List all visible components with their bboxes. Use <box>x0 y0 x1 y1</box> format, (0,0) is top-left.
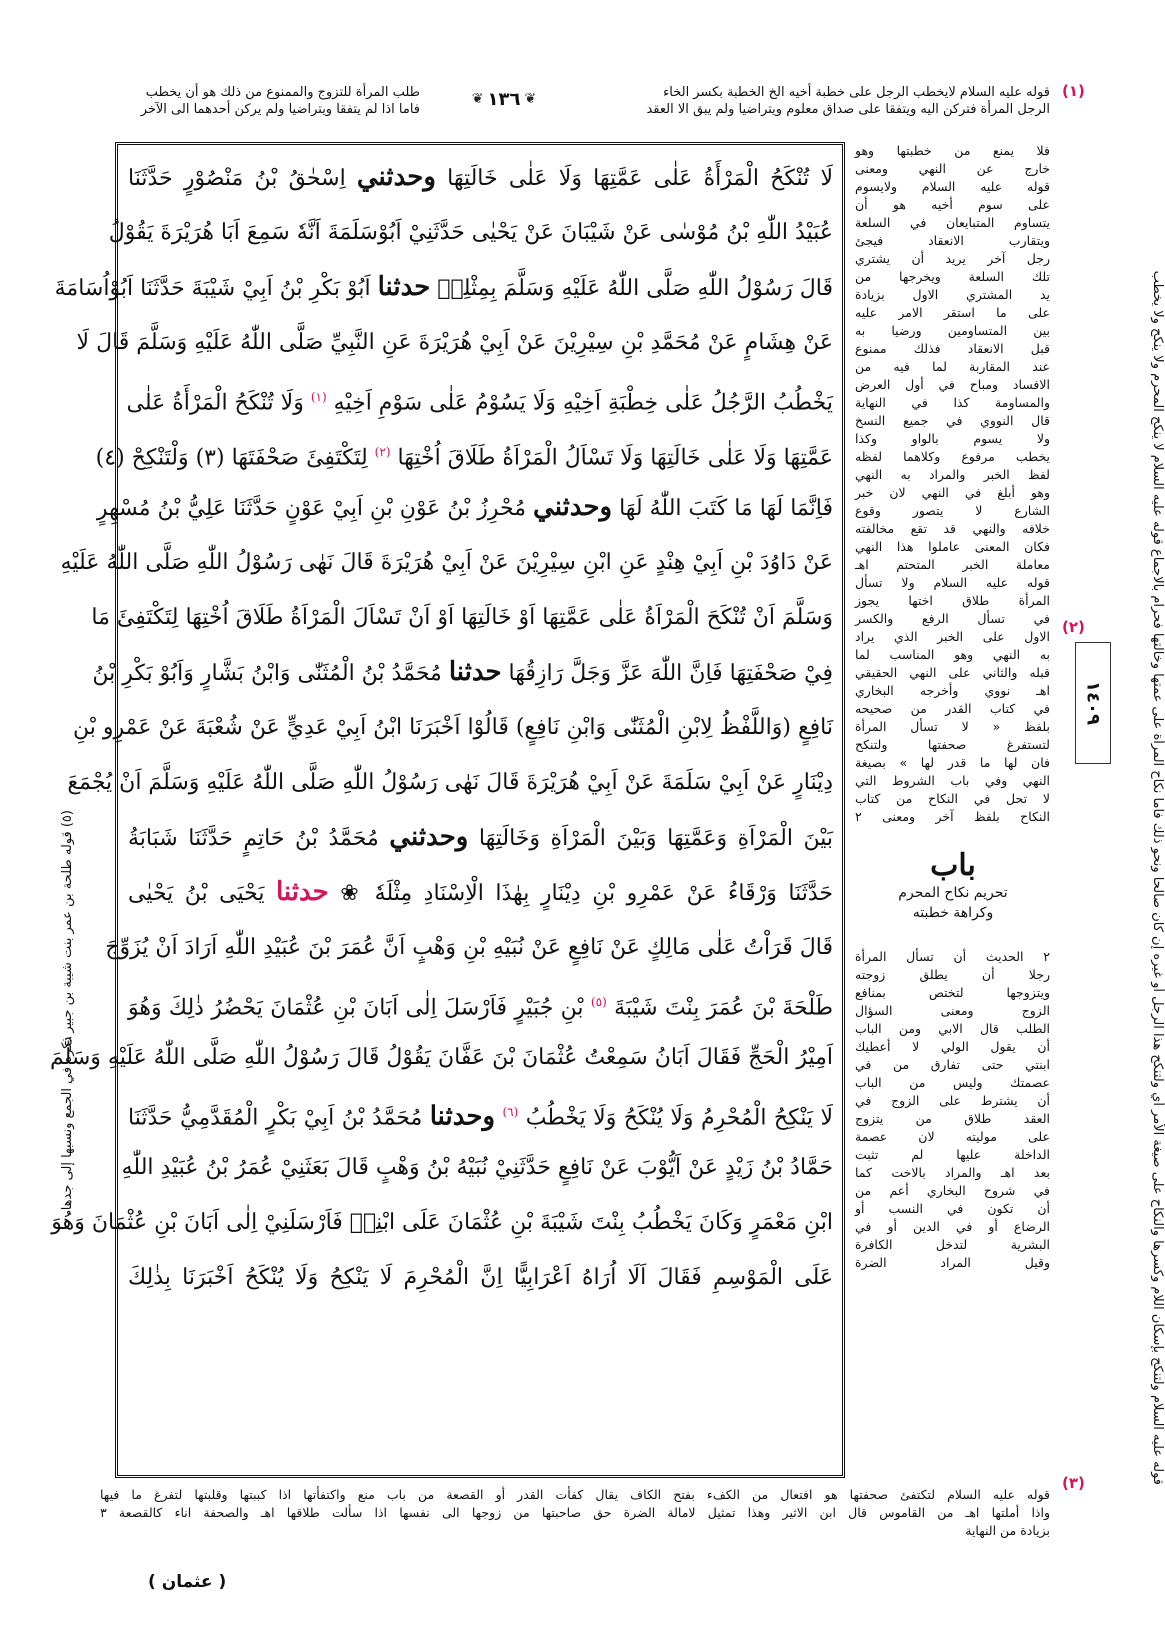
text-segment: لِتَكْتَفِئَ صَحْفَتَهَا (٣) وَلْتَنْكِحْ (٤) <box>95 445 368 471</box>
margin-line: قال النووي في جميع النسخ <box>855 413 1050 428</box>
margin-line: في شروح البخاري أعم من <box>855 1183 1050 1198</box>
margin-line: بين المتساومين ورضيا به <box>855 323 1050 338</box>
text-segment: بَيْنَ الْمَرْاَةِ وَعَمَّتِهَا وَبَيْنَ الْمَرْاَةِ وَخَالَتِهَا <box>478 826 834 851</box>
text-line <box>121 1140 833 1195</box>
margin-line: العقد طلاق من يتزوج <box>855 1111 1050 1126</box>
margin-line: الاول على الخبر الذي يراد <box>855 629 1050 644</box>
text-line <box>49 1030 833 1085</box>
text-segment: اِسْحٰقُ بْنُ مَنْصُوْرٍ حَدَّثَنَا <box>128 166 346 191</box>
footnote-ref: (٥) <box>590 995 607 1009</box>
text-segment: مُحَمَّدُ بْنُ الْمُثَنّٰى وَابْنُ بَشَّارٍ وَاَبُوْ بَكْرِ بْنُ <box>92 661 442 686</box>
footnote-ref: (٦) <box>502 1105 519 1119</box>
margin-line: رجلا أن يطلق زوجته <box>855 967 1050 982</box>
bab-word: باب <box>930 848 976 883</box>
hadith-opener: حدثنا <box>377 272 431 302</box>
text-segment: مُحَمَّدُ بْنُ حَاتِمٍ حَدَّثَنَا شَبَابَةُ <box>128 826 379 851</box>
text-segment: يَخْطُبُ الرَّجُلُ عَلٰى خِطْبَةِ اَخِيْهِ وَلَا يَسُوْمُ عَلٰى سَوْمِ اَخِيْهِ <box>333 390 833 416</box>
text-segment: حَدَّثَنَا وَرْقَاءُ عَنْ عَمْرِو بْنِ دِيْنَارٍ بِهٰذَا الْاِسْنَادِ مِثْلَهٗ ❀ <box>340 881 833 906</box>
text-segment: عَنْ دَاوُدَ بْنِ اَبِيْ هِنْدٍ عَنِ ابْنِ سِيْرِيْنَ عَنْ اَبِيْ هُرَيْرَةَ قَالَ نَهٰى رَسُوْلُ اللّٰهِ صَلَّى اللّٰهُ عَلَيْهِ <box>60 550 833 575</box>
footnote-marker-3: (٣) <box>1062 1474 1085 1492</box>
margin-line: ويتزوجها لتختص بمنافع <box>855 985 1050 1000</box>
margin-line: النهي وفي باب الشروط التي <box>855 773 1050 788</box>
margin-line: فلا يمنع من خطبتها وهو <box>855 143 1050 158</box>
text-segment: وَسَلَّمَ اَنْ تُنْكَحَ الْمَرْاَةُ عَلٰى عَمَّتِهَا اَوْ خَالَتِهَا اَوْ اَنْ تَسْاَلَ الْمَرْاَةُ طَلَاقَ اُخْتِهَا لِتَكْتَفِئَ مَا <box>91 605 833 630</box>
footer-line-1: قوله عليه السلام لتكتفئ صحفتها هو افتعال من الكفء بفتح الكاف يقال كفأت القدر أو القصعة من باب منع واكتفأتها اذا كببتها وقلبتها لتفرغ ما فيها <box>100 1487 1050 1502</box>
margin-line: وهو أبلغ في النهي لان خبر <box>855 485 1050 500</box>
text-segment: يَحْيَى بْنُ يَحْيٰى <box>128 881 265 906</box>
margin-line: فان لها ما قدر لها » بصيغة <box>855 755 1050 770</box>
header-left-line2: فاما اذا لم يتفقا ويتراضيا ولم يركن أحدهما الى الآخر <box>140 102 420 117</box>
margin-line: النكاح بلفظ آخر ومعنى ٢ <box>855 809 1050 824</box>
text-line <box>96 480 833 535</box>
bab-heading <box>858 848 1048 923</box>
margin-line: فكان المعنى عاملوا هذا النهي <box>855 539 1050 554</box>
margin-line: لا تحل في النكاح من كتاب <box>855 791 1050 806</box>
text-line <box>128 975 833 1030</box>
text-line <box>128 810 833 865</box>
text-segment: فَاِنَّمَا لَهَا مَا كَتَبَ اللّٰهُ لَهَا <box>619 496 833 521</box>
margin-line: قبل الانعقاد فذلك ممنوع <box>855 341 1050 356</box>
margin-line: يد المشتري الاول بزيادة <box>855 287 1050 302</box>
margin-line: أن تكون في النسب أو <box>855 1201 1050 1216</box>
margin-line: قوله عليه السلام ولا تسأل <box>855 575 1050 590</box>
margin-line: بعد اهـ والمراد بالاخت كما <box>855 1165 1050 1180</box>
margin-line: على موليته لان عصمة <box>855 1129 1050 1144</box>
text-line <box>128 865 833 920</box>
text-segment: لَا يَنْكِحُ الْمُحْرِمُ وَلَا يُنْكَحُ وَلَا يَخْطُبُ <box>525 1105 834 1131</box>
hadith-opener: حدثنا <box>275 877 329 907</box>
margin-line: في تسأل الرفع والكسر <box>855 611 1050 626</box>
header-right-note <box>575 84 1050 118</box>
margin-line: تلك السلعة ويخرجها من <box>855 269 1050 284</box>
footer-notes <box>100 1486 1050 1540</box>
bab-title-line1: تحريم نكاح المحرم <box>898 885 1008 901</box>
text-segment: عَلَى الْمَوْسِمِ فَقَالَ اَلَا اُرَاهُ اَعْرَابِيًّا اِنَّ الْمُحْرِمَ لَا يَنْكِحُ وَلَا يُنْكَحُ اَخْبَرَنَا بِذٰلِكَ <box>128 1265 833 1290</box>
text-line <box>128 370 833 425</box>
text-line <box>67 755 833 810</box>
footer-line-2: واذا أملتها اهـ من القاموس قال ابن الاثير وهذا تمثيل لامالة الضرة حق صاحبتها من زوجها الى نفسها اذا سألت طلاقها اهـ والصحفة اناء كالقصعة ٣ <box>100 1505 1050 1520</box>
margin-line: البشرية لتدخل الكافرة <box>855 1237 1050 1252</box>
text-segment: وَلَا تُنْكَحُ الْمَرْأَةُ عَلٰى <box>126 390 304 416</box>
text-segment: قَالَ رَسُوْلُ اللّٰهِ صَلَّى اللّٰهُ عَلَيْهِ وَسَلَّمَ بِمِثْلِهٖ <box>437 276 833 301</box>
margin-line: الطلب قال الابي ومن الباب <box>855 1021 1050 1036</box>
text-line <box>128 1250 833 1305</box>
text-line <box>128 150 833 205</box>
text-segment: اَمِيْرُ الْحَجِّ فَقَالَ اَبَانُ سَمِعْتُ عُثْمَانَ بْنَ عَفَّانَ يَقُوْلُ قَالَ رَسُوْلُ اللّٰهِ صَلَّى اللّٰهُ عَلَيْهِ وَسَلَّمَ <box>49 1045 833 1070</box>
margin-line: ولا يسوم بالواو وكذا <box>855 431 1050 446</box>
text-segment: حَمَّادُ بْنُ زَيْدٍ عَنْ اَيُّوْبَ عَنْ نَافِعٍ حَدَّثَنِيْ نُبَيْهُ بْنُ وَهْبٍ قَالَ بَعَثَنِيْ عُمَرُ بْنُ عُبَيْدِ اللّٰهِ <box>121 1155 833 1180</box>
hadith-opener: وحدثني <box>533 492 613 522</box>
text-line <box>108 205 833 260</box>
ornament-icon: ❦ <box>471 91 484 107</box>
hadith-opener: وحدثنا <box>429 1101 496 1132</box>
margin-line: ويتقارب الانعقاد فيجئ <box>855 233 1050 248</box>
margin-line: خلافه والنهي قد تقع مخالفته <box>855 521 1050 536</box>
catchword: ( عثمان ) <box>148 1572 227 1592</box>
margin-line: معاملة الخبر المتحتم اهـ <box>855 557 1050 572</box>
margin-line: قوله عليه السلام ولايسوم <box>855 179 1050 194</box>
text-segment: عَنْ هِشَامٍ عَنْ مُحَمَّدِ بْنِ سِيْرِيْنَ عَنْ اَبِيْ هُرَيْرَةَ عَنِ النَّبِيِّ صَلَّى اللّٰهُ عَلَيْهِ وَسَلَّمَ قَالَ لَا <box>76 330 833 355</box>
footnote-marker-1: (١) <box>1062 82 1085 100</box>
margin-line: يخطب مرفوع وكلاهما لفظه <box>855 449 1050 464</box>
margin-line: عند المقاربة لما فيه من <box>855 359 1050 374</box>
margin-line: ٢ الحديث أن تسأل المرأة <box>855 949 1050 964</box>
text-line <box>128 1085 833 1140</box>
ornament-icon: ❦ <box>524 91 537 107</box>
margin-line: أن يقول الولي لا أعطيك <box>855 1039 1050 1054</box>
footnote-ref: (٢) <box>374 445 391 459</box>
header-right-line2: الرجل المرأة فتركن اليه ويتفقا على صداق معلوم ويتراضيا ولم يبق الا العقد <box>646 102 1050 117</box>
margin-line: المرأة طلاق اختها يجوز <box>855 593 1050 608</box>
text-segment: دِيْنَارٍ عَنْ اَبِيْ سَلَمَةَ عَنْ اَبِيْ هُرَيْرَةَ قَالَ نَهٰى رَسُوْلُ اللّٰهِ صَلَّى اللّٰهُ عَلَيْهِ وَسَلَّمَ اَنْ يُجْمَعَ <box>67 770 833 795</box>
text-segment: لَا تُنْكَحُ الْمَرْأَةُ عَلٰى عَمَّتِهَا وَلَا عَلٰى خَالَتِهَا <box>447 166 833 191</box>
margin-line: الداخلة عليها لم تثبت <box>855 1147 1050 1162</box>
margin-line: في كتاب القدر من صحيحه <box>855 701 1050 716</box>
header-right-line1: قوله عليه السلام لايخطب الرجل على خطبة أخيه الخ الخطبة بكسر الخاء <box>663 85 1050 100</box>
margin-line: لتستفرغ صحفتها ولتنكح <box>855 737 1050 752</box>
footnote-ref: (١) <box>310 390 327 404</box>
margin-line: الشارع لا يتصور وقوع <box>855 503 1050 518</box>
header-left-note <box>110 84 420 118</box>
hadith-opener: وحدثني <box>356 162 436 192</box>
text-line <box>92 645 833 700</box>
margin-line: بلفظ « لا تسأل المرأة <box>855 719 1050 734</box>
margin-line: الافساد ومباح في أول العرض <box>855 377 1050 392</box>
text-line <box>105 920 833 975</box>
text-line <box>60 535 833 590</box>
bab-title-line2: وكراهة خطبته <box>912 905 994 921</box>
margin-line: والمساومة كذا في النهاية <box>855 395 1050 410</box>
side-hadith-number: ١٤٠٩ <box>1075 642 1111 764</box>
rotated-right-note: قوله عليه السلام ولتنكح بإسكان اللام وكسرها والنكاح على صيغة الأمر أي ولتنكح هذا الرجل أو غيره إن كان صالحا ونحو ذلك فأما نكاح المرأة على عمتها وخالتها فحرام بالاجماع قوله عليه السلام لا ينكح المحرم ولا ينكح ولا يخطب <box>1150 270 1165 1485</box>
margin-line: الزوج ومعنى السؤال <box>855 1003 1050 1018</box>
footer-line-3: بزيادة من النهاية <box>965 1523 1050 1538</box>
text-segment: قَالَ قَرَاْتُ عَلٰى مَالِكٍ عَنْ نَافِعٍ عَنْ نُبَيْهِ بْنِ وَهْبٍ اَنَّ عُمَرَ بْنَ عُبَيْدِ اللّٰهِ اَرَادَ اَنْ يُزَوِّجَ <box>105 935 833 960</box>
margin-line: خارج عن النهي ومعنى <box>855 161 1050 176</box>
hadith-opener: وحدثني <box>389 822 469 852</box>
text-line <box>76 315 833 370</box>
margin-line: على سوم أخيه هو أن <box>855 197 1050 212</box>
margin-commentary-top <box>855 142 1050 826</box>
text-segment: عُبَيْدُ اللّٰهِ بْنُ مُوْسٰى عَنْ شَيْبَانَ عَنْ يَحْيٰى حَدَّثَنِيْ اَبُوْسَلَمَةَ اَنَّهٗ سَمِعَ اَبَا هُرَيْرَةَ يَقُوْلُ <box>108 220 833 245</box>
margin-line: وقيل المراد الضرة <box>855 1255 1050 1270</box>
footnote-marker-2: (٢) <box>1062 618 1085 636</box>
page-number <box>440 86 568 112</box>
margin-line: رجل آخر يريد أن يشتري <box>855 251 1050 266</box>
text-line <box>91 590 833 645</box>
margin-line: اهـ نووي وأخرجه البخاري <box>855 683 1050 698</box>
rotated-left-note: (٥) قوله طلحة بن عمر بنت شيبة بن جبير ذكره في الجمع ونسبها إلى جدها <box>60 810 75 1211</box>
text-segment: نَافِعٍ (وَاللَّفْظُ لِابْنِ الْمُثَنّٰى وَابْنِ نَافِعٍ) قَالُوْا اَخْبَرَنَا ابْنُ اَبِيْ عَدِيٍّ عَنْ شُعْبَةَ عَنْ عَمْرِو بْنِ <box>73 715 833 740</box>
text-line <box>73 700 833 755</box>
margin-line: يتساوم المتبايعان في السلعة <box>855 215 1050 230</box>
margin-line: أن يشترط على الزوج في <box>855 1093 1050 1108</box>
margin-line: الرضاع أو في الدين أو في <box>855 1219 1050 1234</box>
margin-line: قبله والثاني على النهي الحقيقي <box>855 665 1050 680</box>
margin-line: ابنتي حتى تفارق من في <box>855 1057 1050 1072</box>
text-segment: ابْنِ مَعْمَرٍ وَكَانَ يَخْطُبُ بِنْتَ شَيْبَةَ بْنِ عُثْمَانَ عَلَى ابْنِهٖ فَاَرْسَلَنِيْ اِلٰى اَبَانَ بْنِ عُثْمَانَ وَهُوَ <box>51 1210 833 1235</box>
margin-commentary-bottom <box>855 948 1050 1272</box>
text-segment: بْنِ جُبَيْرٍ فَاَرْسَلَ اِلٰى اَبَانَ بْنِ عُثْمَانَ يَحْضُرُ ذٰلِكَ وَهُوَ <box>128 995 584 1021</box>
text-line <box>54 260 833 315</box>
text-segment: طَلْحَةَ بْنَ عُمَرَ بِنْتَ شَيْبَةَ <box>614 995 833 1021</box>
text-segment: عَمَّتِهَا وَلَا عَلٰى خَالَتِهَا وَلَا تَسْاَلُ الْمَرْاَةُ طَلَاقَ اُخْتِهَا <box>397 445 833 471</box>
text-line <box>95 425 833 480</box>
text-line <box>51 1195 833 1250</box>
page-number-text: ١٣٦ <box>487 88 521 110</box>
header-left-line1: طلب المرأة للتزوج والممنوع من ذلك هو أن يخطب <box>145 85 420 100</box>
hadith-opener: حدثنا <box>448 657 502 687</box>
text-segment: مُحَمَّدُ بْنُ اَبِيْ بَكْرٍ الْمُقَدَّمِيُّ حَدَّثَنَا <box>128 1105 423 1131</box>
margin-commentary-bottom-wrap <box>855 948 1050 1288</box>
margin-line: به النهي وهو المناسب لما <box>855 647 1050 662</box>
text-segment: اَبُوْ بَكْرِ بْنُ اَبِيْ شَيْبَةَ حَدَّثَنَا اَبُوْاُسَامَةَ <box>54 276 371 301</box>
text-segment: فِيْ صَحْفَتِهَا فَاِنَّ اللّٰهَ عَزَّ وَجَلَّ رَازِقُهَا <box>508 661 833 686</box>
margin-line: لفظ الخبر والمراد به النهي <box>855 467 1050 482</box>
margin-line: على ما استقر الامر عليه <box>855 305 1050 320</box>
margin-line: عصمتك وليس من الباب <box>855 1075 1050 1090</box>
text-segment: مُحْرِزُ بْنُ عَوْنِ بْنِ اَبِيْ عَوْنٍ حَدَّثَنَا عَلِيُّ بْنُ مُسْهِرٍ <box>96 496 527 521</box>
